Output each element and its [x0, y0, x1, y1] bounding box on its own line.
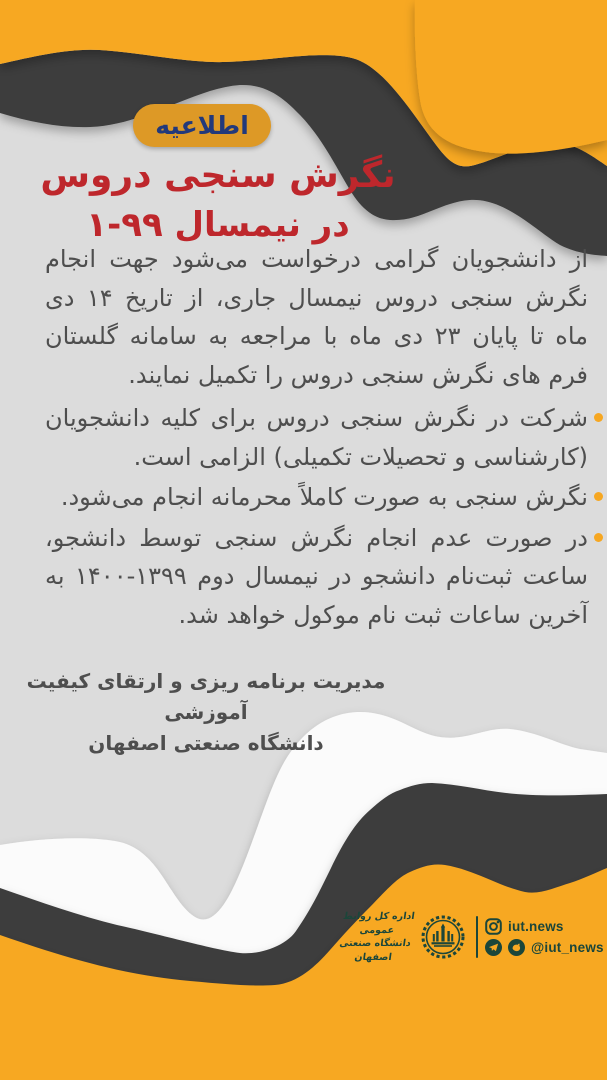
footer: [338, 910, 604, 964]
public-relations-caption: [334, 910, 418, 964]
intro-paragraph: از دانشجویان گرامی درخواست می‌شود جهت انجام نگرش سنجی دروس نیمسال جاری، از تاریخ ۱۴ دی ماه تا پایان ۲۳ دی ماه با مراجعه به سامانه گلستان فرم های نگرش سنجی دروس را تکمیل نمایند.: [45, 245, 589, 389]
instagram-handle: iut.news: [508, 919, 564, 934]
telegram-icon: [485, 939, 502, 956]
list-item: [45, 519, 588, 635]
title-line-1: نگرش سنجی دروس: [40, 155, 396, 196]
signature-line-1: مدیریت برنامه ریزی و ارتقای کیفیت آموزشی: [26, 669, 386, 724]
signature-line-2: دانشگاه صنعتی اصفهان: [88, 731, 324, 755]
footer-divider: [476, 916, 478, 958]
org-line-1: اداره کل روابط عمومی: [342, 911, 416, 936]
messenger-handle: @iut_news: [531, 940, 604, 955]
messenger-row: [485, 939, 604, 956]
announcement-badge-label: اطلاعیه: [155, 111, 249, 140]
instagram-row: [485, 918, 604, 935]
iut-logo: [420, 914, 466, 960]
announcement-body: [45, 240, 588, 636]
bullet-text-1: شرکت در نگرش سنجی دروس برای کلیه دانشجویان (کارشناسی و تحصیلات تکمیلی) الزامی است.: [45, 404, 588, 471]
list-item: [45, 399, 588, 476]
org-line-2: دانشگاه صنعتی اصفهان: [338, 938, 412, 963]
page-title: [38, 150, 398, 248]
title-line-2: در نیمسال ۹۹-۱: [86, 205, 350, 245]
bale-messenger-icon: [508, 939, 525, 956]
bullet-text-2: نگرش سنجی به صورت کاملاً محرمانه انجام می‌شود.: [60, 483, 588, 511]
instagram-icon: [485, 918, 502, 935]
bullet-list: [45, 399, 588, 634]
announcement-badge: [133, 104, 271, 147]
bullet-text-3: در صورت عدم انجام نگرش سنجی توسط دانشجو، ساعت ثبت‌نام دانشجو در نیمسال دوم ۱۳۹۹-۱۴۰۰ به آخرین ساعات ثبت نام موکول خواهد شد.: [45, 523, 588, 629]
list-item: [45, 478, 588, 517]
social-block: [485, 918, 604, 956]
signature-block: [26, 666, 386, 759]
